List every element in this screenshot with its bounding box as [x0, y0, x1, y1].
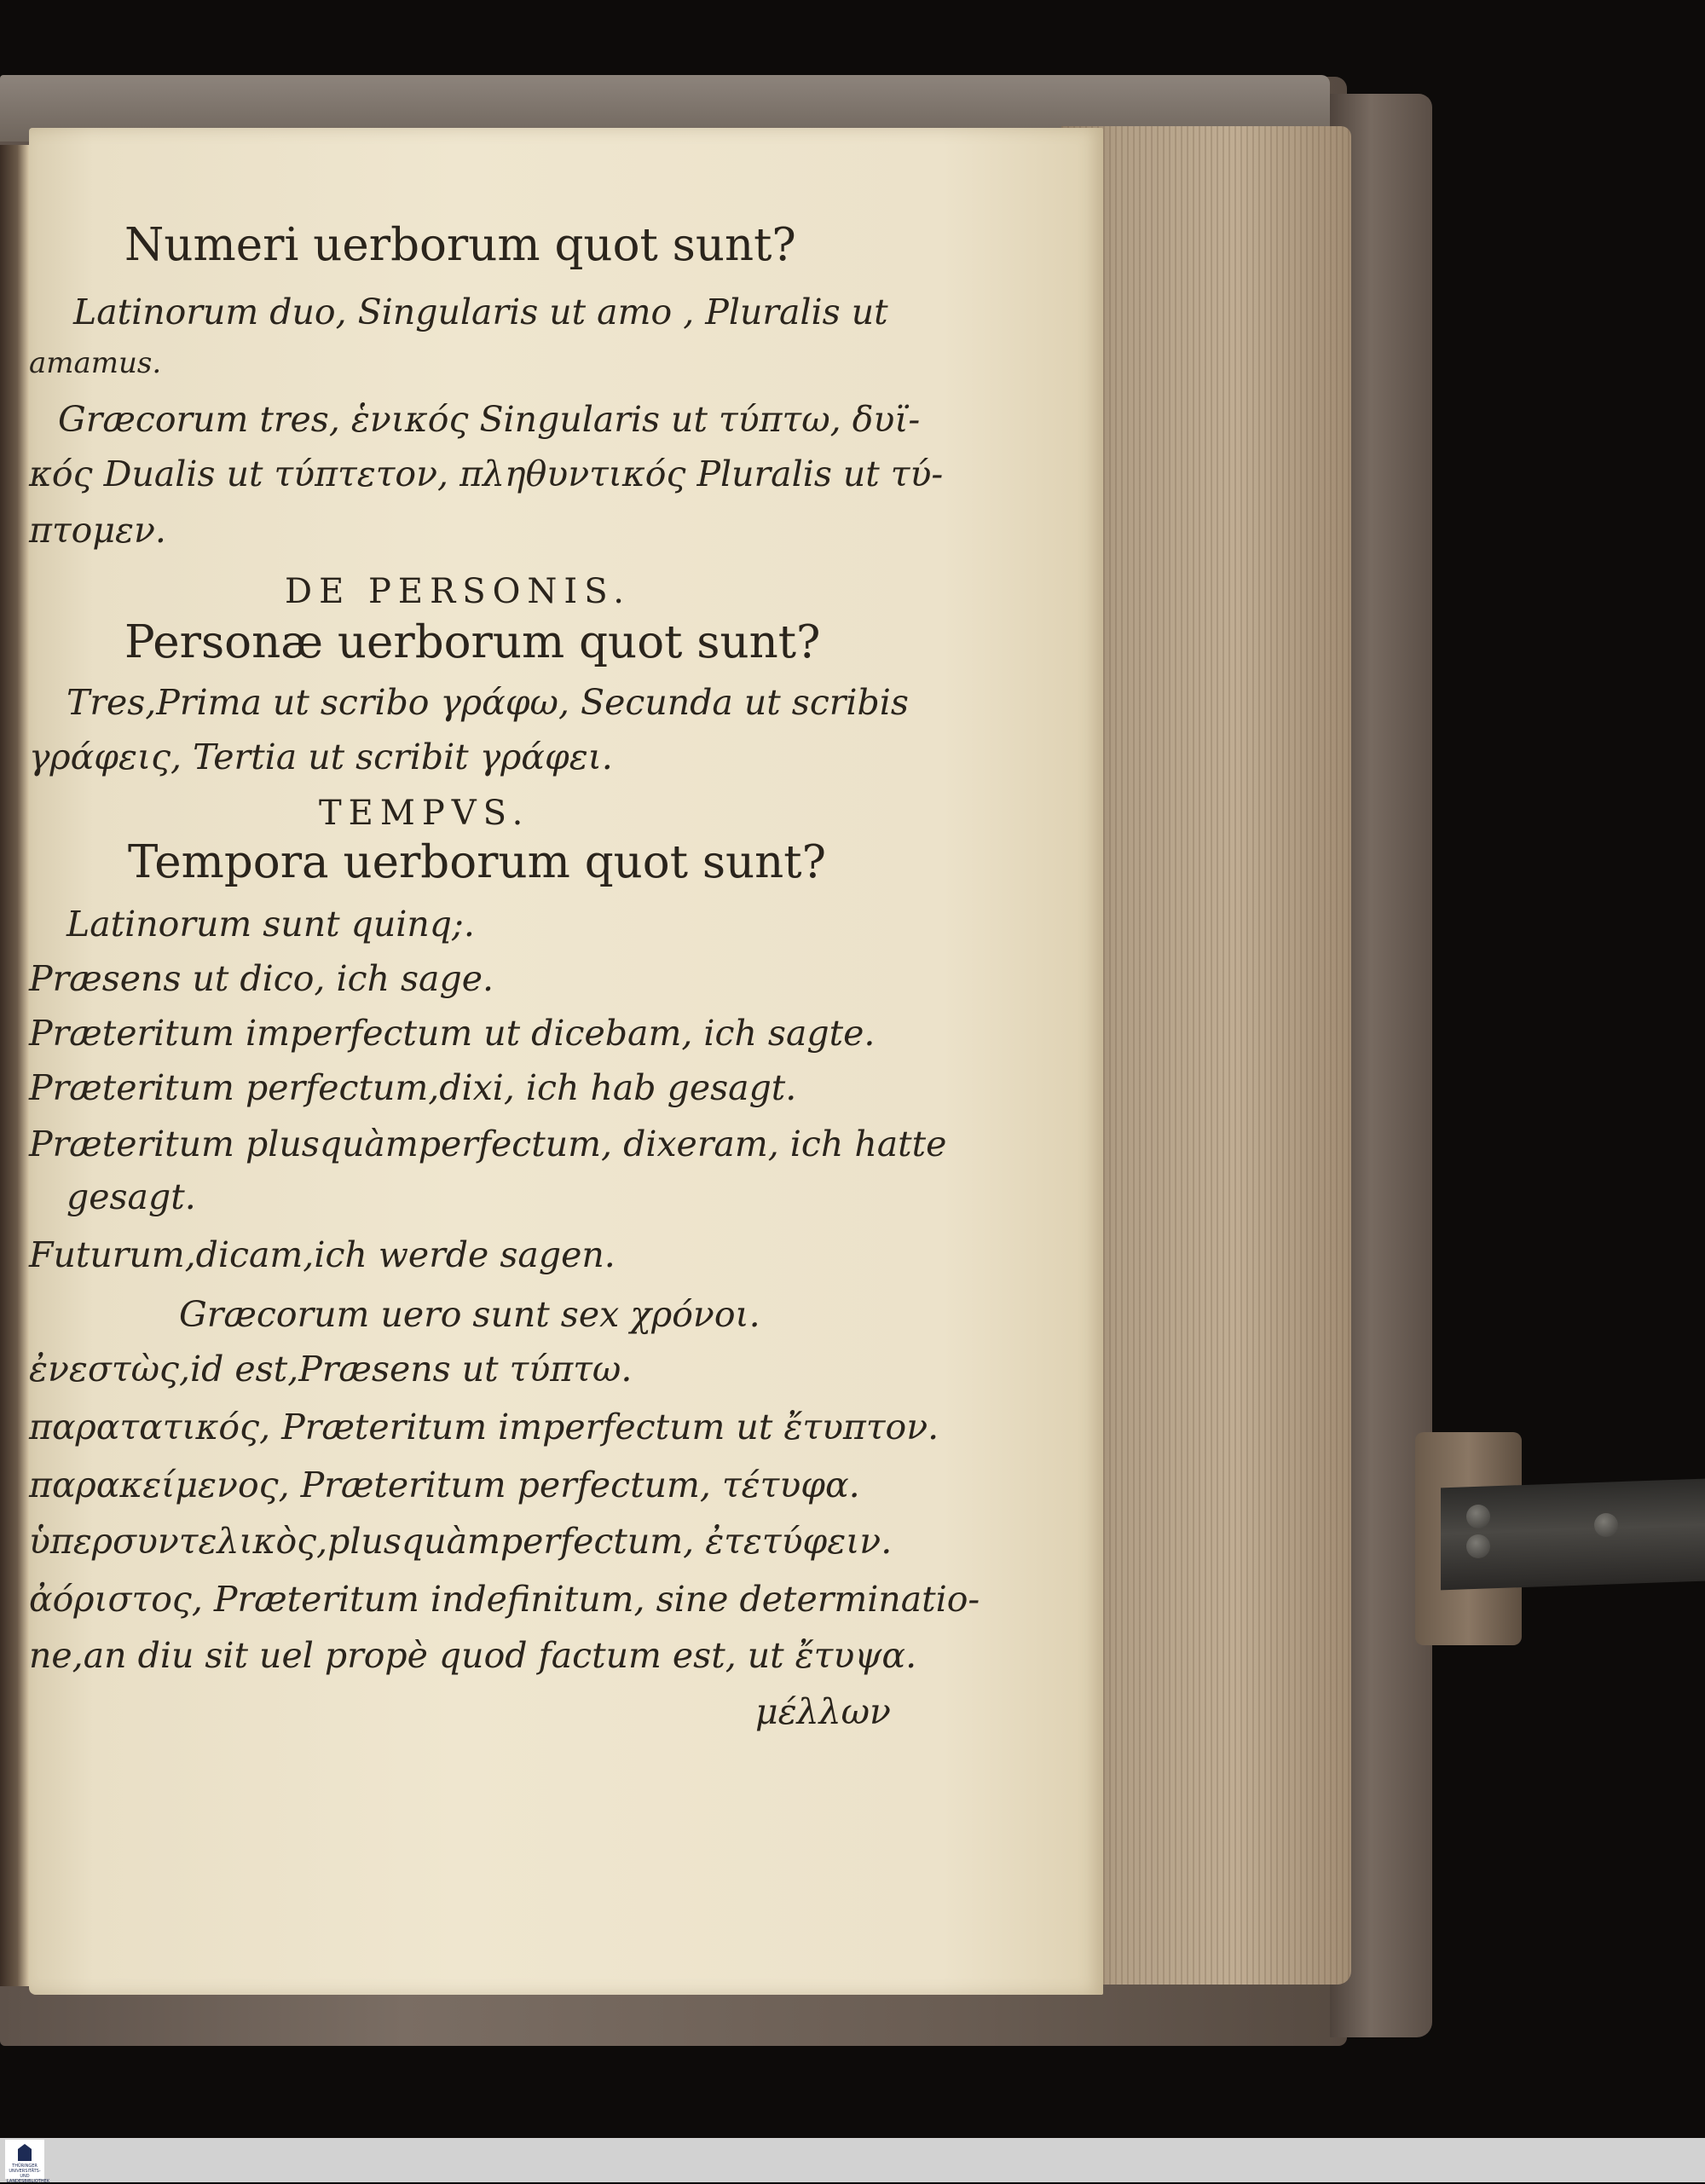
tempus-heading: TEMPVS. [319, 794, 530, 833]
clasp-rivet [1466, 1505, 1490, 1528]
library-crest-icon [18, 2144, 32, 2161]
text-line: Latinorum duo, Singularis ut amo , Pluralis ut [73, 292, 888, 332]
text-line: παρατατικός, Præteritum imperfectum ut ἔτυπτον. [29, 1407, 939, 1447]
library-logo[interactable] [5, 2140, 50, 2184]
page-edges [1061, 126, 1351, 1985]
text-line: Græcorum uero sunt sex χρόνοι. [179, 1294, 760, 1335]
text-line: Præteritum perfectum,dixi, ich hab gesagt. [29, 1067, 797, 1108]
de-personis-heading: DE PERSONIS. [285, 572, 631, 611]
clasp-rivet [1594, 1513, 1618, 1537]
library-logo-text: THÜRINGER UNIVERSITÄTS- UND LANDESBIBLIOTHEK [7, 2164, 50, 2184]
facing-page-edge [0, 145, 29, 1986]
text-line: Latinorum sunt quinq;. [66, 904, 475, 945]
text-line: gesagt. [66, 1176, 196, 1217]
text-line: γράφεις, Tertia ut scribit γράφει. [29, 737, 613, 777]
text-line: ὑπερσυντελικὸς,plusquàmperfectum, ἐτετύφειν. [29, 1521, 893, 1562]
text-line: παρακείμενος, Præteritum perfectum, τέτυφα. [29, 1465, 860, 1505]
personae-question: Personæ uerborum quot sunt? [124, 616, 821, 668]
text-line: Præteritum imperfectum ut dicebam, ich sagte. [29, 1013, 876, 1054]
text-line: Præsens ut dico, ich sage. [29, 958, 494, 999]
text-line: ἐνεστὼς,id est,Præsens ut τύπτω. [29, 1349, 633, 1390]
viewer-footer-bar [0, 2138, 1705, 2182]
text-line: ἀόριστος, Præteritum indefinitum, sine determinatio- [29, 1579, 980, 1620]
text-line: Tres,Prima ut scribo γράφω, Secunda ut scribis [66, 682, 909, 723]
numeri-question: Numeri uerborum quot sunt? [124, 219, 796, 271]
text-line: amamus. [29, 346, 162, 380]
text-line: ne,an diu sit uel propè quod factum est, ut ἔτυψα. [29, 1635, 917, 1676]
text-line: Græcorum tres, ἑνικός Singularis ut τύπτω, δυϊ- [58, 399, 921, 440]
text-line: κός Dualis ut τύπτετον, πληθυντικός Pluralis ut τύ- [29, 454, 944, 494]
text-line: Præteritum plusquàmperfectum, dixeram, ich hatte [29, 1124, 947, 1164]
clasp-rivet [1466, 1534, 1490, 1558]
catchword: μέλλων [755, 1691, 891, 1732]
tempora-question: Tempora uerborum quot sunt? [128, 836, 827, 888]
text-line: πτομεν. [29, 510, 166, 551]
text-line: Futurum,dicam,ich werde sagen. [29, 1234, 616, 1275]
